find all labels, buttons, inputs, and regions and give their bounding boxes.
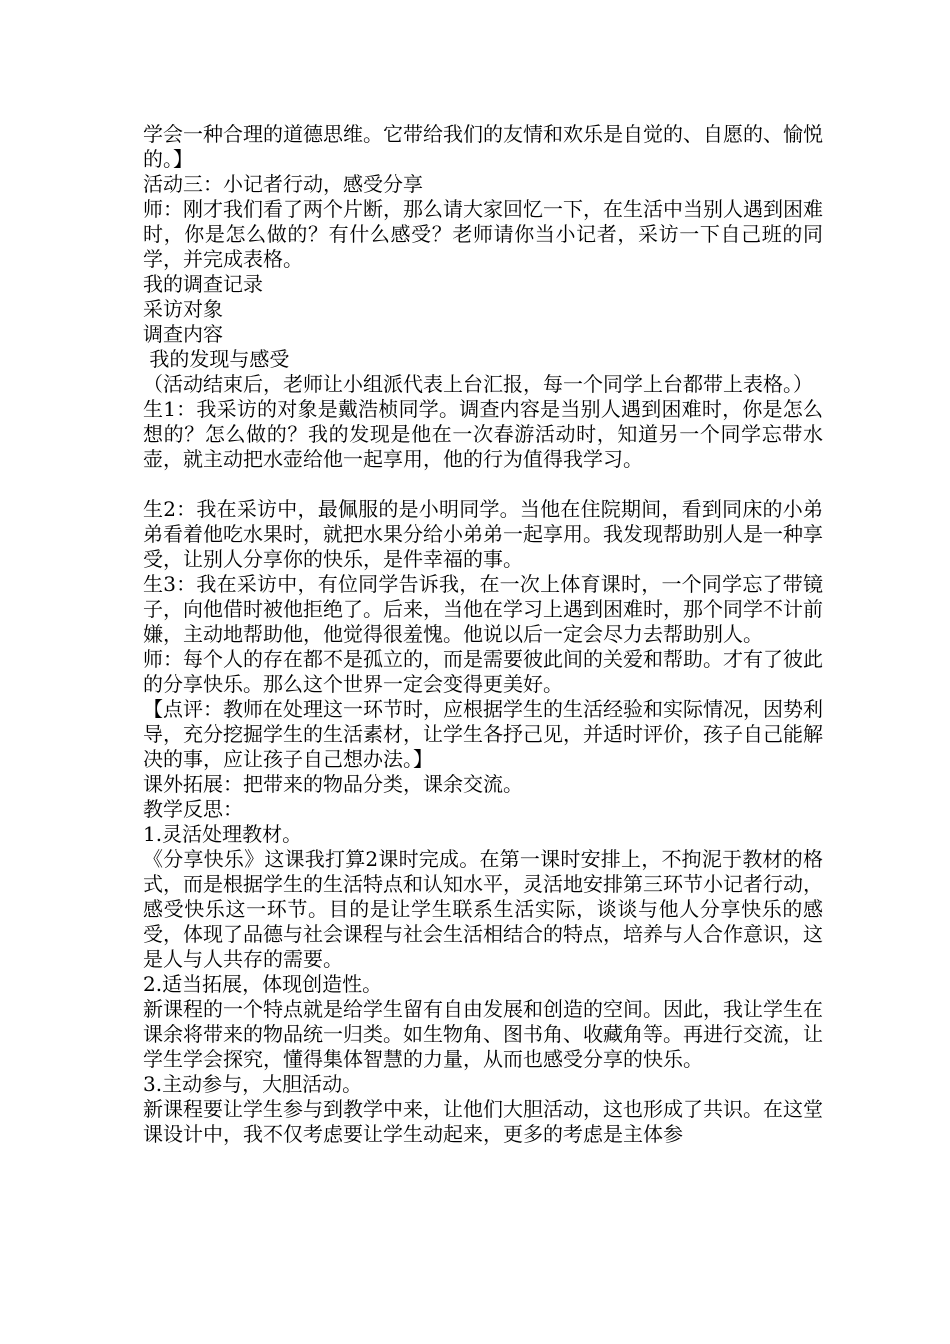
paragraph-student-1: 生1：我采访的对象是戴浩桢同学。调查内容是当别人遇到困难时，你是怎么想的？怎么做的？我的发现是他在一次春游活动时，知道另一个同学忘带水壶，就主动把水壶给他一起享用，他的行为值得我学习。 xyxy=(143,397,823,471)
paragraph-student-2: 生2：我在采访中，最佩服的是小明同学。当他在住院期间，看到同床的小弟弟看着他吃水果时，就把水果分给小弟弟一起享用。我发现帮助别人是一种享受，让别人分享你的快乐，是件幸福的事。 xyxy=(143,497,823,571)
heading-reflection-1: 1.灵活处理教材。 xyxy=(143,822,303,846)
paragraph-commentary: 【点评：教师在处理这一环节时，应根据学生的生活经验和实际情况，因势利导，充分挖掘学生的生活素材，让学生各抒己见，并适时评价，孩子自己能解决的事，应让孩子自己想办法。】 xyxy=(143,697,823,771)
paragraph-extension: 课外拓展：把带来的物品分类，课余交流。 xyxy=(143,772,523,796)
paragraph-activity-end: （活动结束后，老师让小组派代表上台汇报，每一个同学上台都带上表格。） xyxy=(143,372,813,396)
heading-reflection: 教学反思： xyxy=(143,797,243,821)
paragraph-reflection-1: 《分享快乐》这课我打算2课时完成。在第一课时安排上，不拘泥于教材的格式，而是根据学生的生活特点和认知水平，灵活地安排第三环节小记者行动，感受快乐这一环节。目的是让学生联系生活实际，谈谈与他人分享快乐的感受，体现了品德与社会课程与社会生活相结合的特点，培养与人合作意识，这是人与人共存的需要。 xyxy=(143,847,823,971)
label-findings: 我的发现与感受 xyxy=(143,347,290,371)
paragraph-teacher-summary: 师：每个人的存在都不是孤立的，而是需要彼此间的关爱和帮助。才有了彼此的分享快乐。那么这个世界一定会变得更美好。 xyxy=(143,647,823,696)
paragraph-moral-thinking: 学会一种合理的道德思维。它带给我们的友情和欢乐是自觉的、自愿的、愉悦的。】 xyxy=(143,122,823,171)
heading-activity-three: 活动三：小记者行动，感受分享 xyxy=(143,172,423,196)
heading-reflection-2: 2.适当拓展，体现创造性。 xyxy=(143,972,383,996)
paragraph-reflection-2: 新课程的一个特点就是给学生留有自由发展和创造的空间。因此，我让学生在课余将带来的物品统一归类。如生物角、图书角、收藏角等。再进行交流，让学生学会探究，懂得集体智慧的力量，从而也感受分享的快乐。 xyxy=(143,997,823,1071)
label-survey-content: 调查内容 xyxy=(143,322,223,346)
label-survey-record: 我的调查记录 xyxy=(143,272,263,296)
paragraph-reflection-3: 新课程要让学生参与到教学中来，让他们大胆活动，这也形成了共识。在这堂课设计中，我不仅考虑要让学生动起来，更多的考虑是主体参 xyxy=(143,1097,823,1146)
document-body xyxy=(143,122,823,1147)
paragraph-teacher-interview: 师：刚才我们看了两个片断，那么请大家回忆一下，在生活中当别人遇到困难时，你是怎么做的？有什么感受？老师请你当小记者，采访一下自己班的同学，并完成表格。 xyxy=(143,197,823,271)
label-interviewee: 采访对象 xyxy=(143,297,223,321)
paragraph-student-3: 生3：我在采访中，有位同学告诉我，在一次上体育课时，一个同学忘了带镜子，向他借时被他拒绝了。后来，当他在学习上遇到困难时，那个同学不计前嫌，主动地帮助他，他觉得很羞愧。他说以后一定会尽力去帮助别人。 xyxy=(143,572,823,646)
heading-reflection-3: 3.主动参与，大胆活动。 xyxy=(143,1072,363,1096)
